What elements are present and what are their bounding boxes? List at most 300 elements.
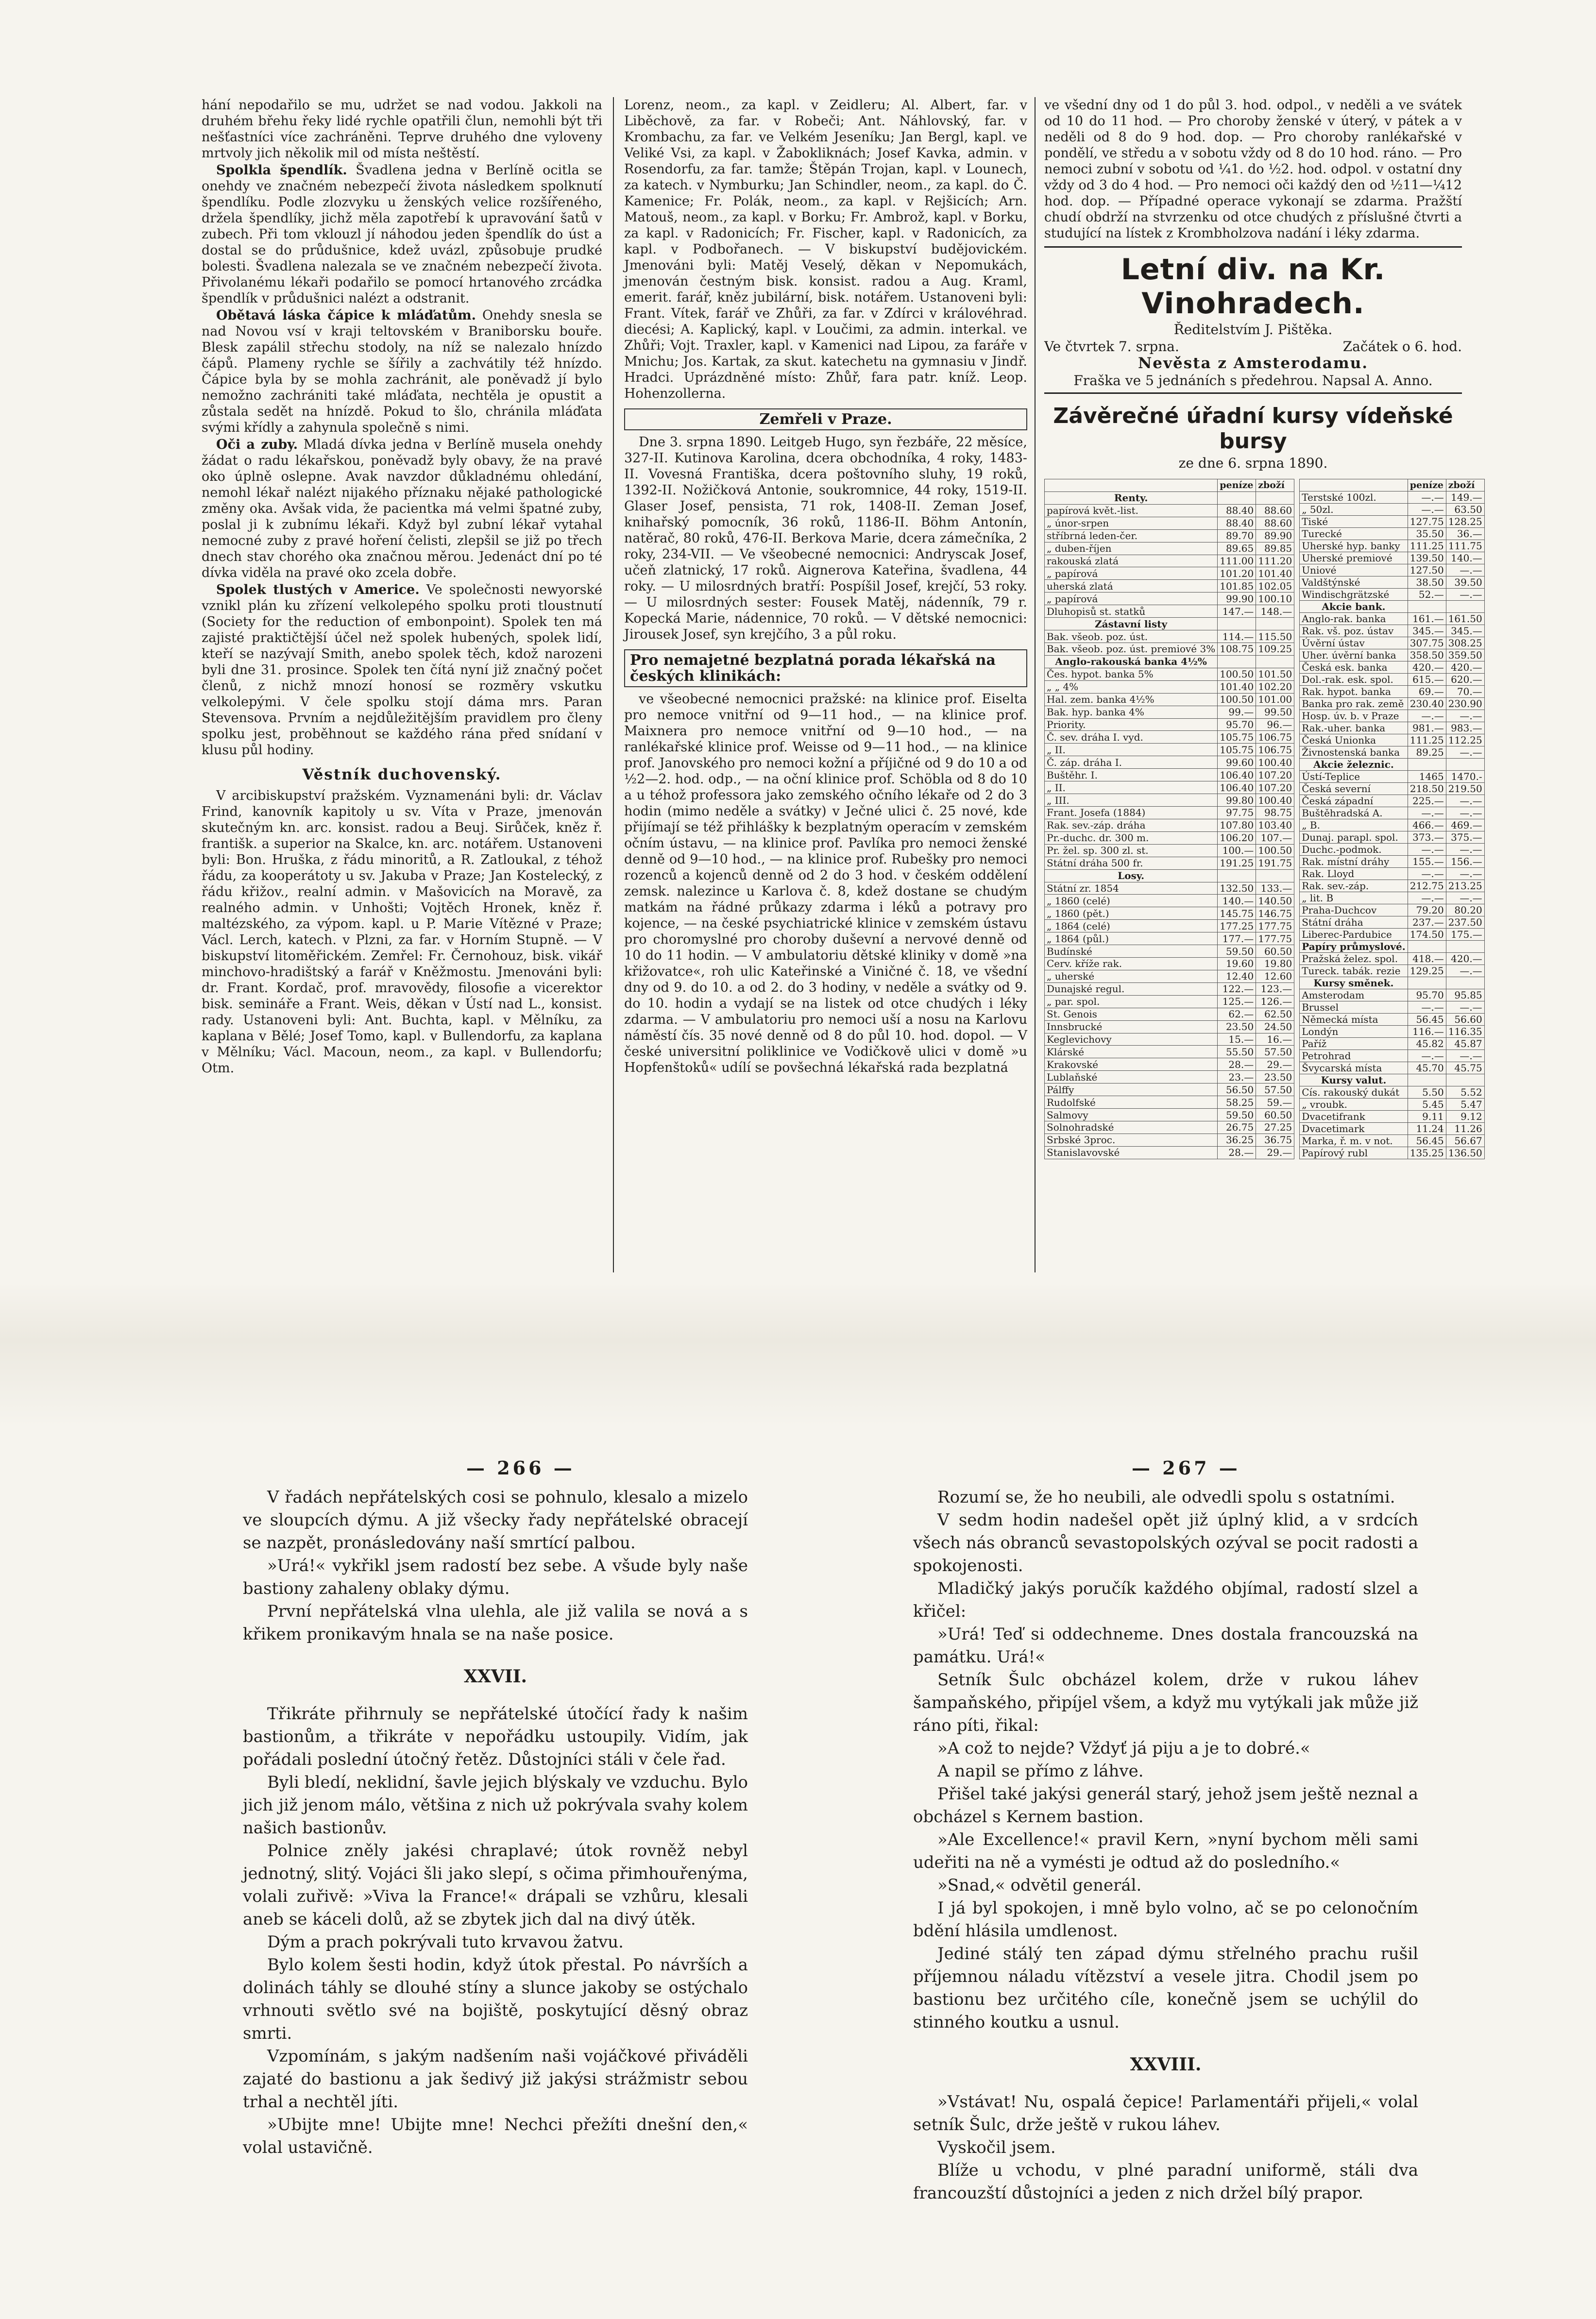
bourse-cell-label: „ únor-srpen (1045, 517, 1218, 529)
bourse-cell-penize: 101.40 (1218, 680, 1256, 693)
bourse-cell-label: Tureck. tabák. rezie (1300, 965, 1408, 977)
bourse-cell-penize: 56.45 (1408, 1014, 1446, 1026)
bourse-cell-penize (1408, 977, 1446, 989)
bourse-cell-zbozi: 133.— (1256, 882, 1294, 895)
novel-paragraph: Setník Šulc obcházel kolem, drže v rukou láhev šampaňského, připíjel všem, a když mu vytýkali jak může již ráno píti, řikal: (913, 1670, 1418, 1735)
bourse-row (1045, 781, 1294, 794)
bourse-row (1300, 783, 1484, 795)
bourse-cell-zbozi: 107.— (1256, 831, 1294, 844)
bourse-cell-penize: 237.— (1408, 916, 1446, 929)
bourse-row (1045, 491, 1294, 504)
bourse-cell-label: Uherské premiové (1300, 552, 1408, 564)
bourse-table-right (1299, 479, 1484, 1159)
bourse-cell-penize: 140.— (1218, 895, 1256, 907)
bourse-row (1045, 920, 1294, 932)
bourse-cell-zbozi: 96.— (1256, 718, 1294, 731)
bourse-cell-label: Pr. žel. sp. 300 zl. st. (1045, 844, 1218, 857)
bourse-cell-penize: 99.60 (1218, 756, 1256, 769)
bourse-cell-zbozi: 62.50 (1256, 1008, 1294, 1020)
bourse-cell-penize: —.— (1408, 491, 1446, 504)
bourse-row (1045, 529, 1294, 542)
bourse-cell-label: Dunaj. parapl. spol. (1300, 831, 1408, 844)
chapter-number: XXVIII. (1130, 2054, 1202, 2075)
bourse-cell-penize: 26.75 (1218, 1121, 1256, 1134)
bourse-cell-label: Cís. rakouský dukát (1300, 1086, 1408, 1099)
bourse-row (1300, 953, 1484, 965)
bourse-cell-zbozi (1256, 491, 1294, 504)
bourse-cell-label: Úvěrní ústav (1300, 637, 1408, 649)
section-heading: Věstník duchovenský. (302, 766, 502, 783)
bourse-row (1300, 516, 1484, 528)
bourse-cell-penize: —.— (1408, 1050, 1446, 1062)
bourse-cell-zbozi: 156.— (1446, 856, 1484, 868)
bourse-row (1300, 807, 1484, 819)
bourse-cell-label: „ 1864 (celé) (1045, 920, 1218, 932)
bourse-cell-penize: 100.50 (1218, 668, 1256, 680)
bourse-cell-penize: 127.50 (1408, 564, 1446, 576)
bourse-cell-label: Duchc.-podmok. (1300, 844, 1408, 856)
bourse-cell-penize: 191.25 (1218, 857, 1256, 869)
bourse-row (1300, 929, 1484, 941)
bourse-cell-label: Státní dráha (1300, 916, 1408, 929)
bourse-cell-zbozi: 100.40 (1256, 794, 1294, 807)
bourse-cell-zbozi: —.— (1446, 1001, 1484, 1014)
bourse-cell-label: „ papírová (1045, 567, 1218, 580)
bourse-cell-zbozi: 39.50 (1446, 576, 1484, 589)
bourse-cell-label: stříbrná leden-čer. (1045, 529, 1218, 542)
bourse-cell-zbozi: 56.60 (1446, 1014, 1484, 1026)
bourse-cell-penize: 97.75 (1218, 806, 1256, 819)
bourse-row (1300, 552, 1484, 564)
divider (1044, 246, 1462, 248)
bourse-cell-penize: 28.— (1218, 1146, 1256, 1159)
bourse-row (1045, 630, 1294, 643)
bourse-cell-penize: —.— (1408, 892, 1446, 904)
bourse-cell-penize: 28.— (1218, 1058, 1256, 1071)
bourse-cell-zbozi (1446, 941, 1484, 953)
article-text: Lorenz, neom., za kapl. v Zeidleru; Al. Albert, far. v Liběchově, za far. v Robeči; Ant. Náhlovský, far. v Krombachu, za far. ve Velkém Jeseníku; Jan Bergl, kapl. ve Veliké Vsi, za kapl. v Žabokliknách; Josef Kavka, admin. v Rosendorfu, za far. tamže; Štěpán Trojan, kapl. v Lounech, za katech. v Nymburku; Jan Schindler, neom., za kapl. do Č. Kamenice; Fr. Polák, neom., za kapl. v Rejšicích; Arn. Matouš, neom., za kapl. v Borku; Fr. Ambrož, kapl. v Borku, za kapl. v Radonicích; Fr. Fischer, kapl. v Radonicích, za kapl. v Podbořanech. — V biskupství budějovickém. Jmenováni byli: Matěj Veselý, děkan v Nepomukách, jmenován čestným bisk. konsist. radou a Aug. Kraml, emerit. farář, kněz jubilární, bisk. notářem. Ustanoveni byli: Frant. Vítek, farář ve Zhůři, za far. v Zdírci v královéhrad. diecési; A. Kaplický, kapl. v Loučimi, za admin. interkal. ve Zhůři; Vojt. Traxler, kapl. v Kamenici nad Lipou, za faráře v Mnichu; Jos. Kartak, za skut. katechetu na gymnasiu v Jindř. Hradci. Uprázdněné místo: Zhůř, fara patr. kníž. Leop. Hohenzollerna. (624, 98, 1027, 401)
bourse-row (1300, 1038, 1484, 1050)
bourse-cell-label: Praha-Duchcov (1300, 904, 1408, 916)
bourse-cell-label: Windischgrätzské (1300, 589, 1408, 601)
bourse-cell-zbozi (1256, 655, 1294, 668)
bourse-row (1300, 880, 1484, 892)
bourse-cell-label: Rak. sev.-záp. dráha (1045, 819, 1218, 831)
bourse-cell-label: „ lit. B (1300, 892, 1408, 904)
bourse-cell-penize (1408, 941, 1446, 953)
novel-paragraph: »Ubijte mne! Ubijte mne! Nechci přežíti dnešní den,« volal ustavičně. (243, 2115, 748, 2157)
bourse-cell-zbozi (1446, 759, 1484, 771)
bourse-cell-penize: 125.— (1218, 995, 1256, 1008)
bourse-row (1045, 718, 1294, 731)
bourse-cell-label: St. Genois (1045, 1008, 1218, 1020)
page-number: — 267 — (1132, 1457, 1240, 1479)
bourse-cell-penize: 56.45 (1408, 1135, 1446, 1147)
bourse-row (1045, 744, 1294, 756)
bourse-cell-zbozi: 175.— (1446, 929, 1484, 941)
bourse-cell-label: Keglevichovy (1045, 1033, 1218, 1046)
novel-paragraph: »A což to nejde? Vždyť já piju a je to dobré.« (937, 1739, 1310, 1758)
bourse-cell-penize: 177.— (1218, 932, 1256, 945)
bourse-cell-penize: 418.— (1408, 953, 1446, 965)
bourse-cell-zbozi: 36.75 (1256, 1134, 1294, 1146)
bourse-row (1045, 806, 1294, 819)
bourse-cell-penize (1408, 759, 1446, 771)
article-text: ve všední dny od 1 do půl 3. hod. odpol., v neděli a ve svátek od 10 do 11 hod. — Pro choroby ženské v úterý, v pátek a v neděli od 8 do 9 hod. dop. — Pro choroby ranlékařské v pondělí, ve středu a v sobotu vždy od 8 do 10 hod. ráno. — Pro nemoci zubní v sobotu od ¼1. do ½2. hod. odpol. v ostatní dny vždy od 3 do 4 hod. — Pro nemoci oči každý den od ½11—¼12 hod. dop. — Případné operace vykonají se zdarma. Pražští chudí obdrží na stvrzenku od otce chudých z příslušné čtvrti a studující na lístek z Krombholzova nadání i léky zdarma. (1044, 98, 1462, 241)
bourse-cell-label: Česká severní (1300, 783, 1408, 795)
bourse-row (1045, 668, 1294, 680)
novel-paragraph: Blíže u vchodu, v plné paradní uniformě, stáli dva francouzští důstojníci a jeden z nich držel bílý prapor. (913, 2161, 1418, 2203)
bourse-cell-label: „ 1860 (pět.) (1045, 907, 1218, 920)
bourse-cell-label: Akcie bank. (1300, 601, 1408, 613)
bourse-cell-penize: 108.75 (1218, 643, 1256, 655)
bourse-cell-label: „ 1860 (celé) (1045, 895, 1218, 907)
bourse-cell-penize: 58.25 (1218, 1096, 1256, 1109)
bourse-row (1045, 844, 1294, 857)
bourse-cell-zbozi: 106.75 (1256, 731, 1294, 744)
bourse-cell-penize: 59.50 (1218, 945, 1256, 958)
novel-paragraph: Mladičký jakýs poručík každého objímal, radostí slzel a křičel: (913, 1579, 1418, 1621)
bourse-row (1045, 907, 1294, 920)
article-heading: Spolkla špendlík. (216, 163, 347, 178)
bourse-cell-label: Státní zr. 1854 (1045, 882, 1218, 895)
bourse-cell-zbozi: 112.25 (1446, 734, 1484, 746)
bourse-cell-zbozi: 56.67 (1446, 1135, 1484, 1147)
bourse-cell-penize: —.— (1408, 807, 1446, 819)
bourse-row (1045, 970, 1294, 982)
bourse-cell-penize (1218, 491, 1256, 504)
bourse-cell-label: Paříž (1300, 1038, 1408, 1050)
bourse-row (1300, 722, 1484, 734)
bourse-cell-penize: 345.— (1408, 625, 1446, 637)
bourse-cell-label: Uher. úvěrní banka (1300, 649, 1408, 661)
bourse-cell-zbozi: 146.75 (1256, 907, 1294, 920)
bourse-cell-label: Živnostenská banka (1300, 746, 1408, 759)
bourse-cell-label: Losy. (1045, 869, 1218, 882)
page-fold-gap (0, 1282, 1596, 1428)
bourse-cell-zbozi: 375.— (1446, 831, 1484, 844)
bourse-cell-label: Petrohrad (1300, 1050, 1408, 1062)
bourse-cell-penize: 35.50 (1408, 528, 1446, 540)
theatre-day: Ve čtvrtek 7. srpna. (1044, 339, 1179, 355)
bourse-row (1045, 1134, 1294, 1146)
bourse-cell-zbozi (1256, 618, 1294, 630)
bourse-cell-penize (1408, 601, 1446, 613)
newspaper-column-2 (624, 97, 1027, 1272)
section-heading: Pro nemajetné bezplatná porada lékařská na českých klinikách: (624, 649, 1027, 687)
novel-paragraph: »Snad,« odvětil generál. (937, 1876, 1142, 1895)
bourse-cell-penize: 5.45 (1408, 1099, 1446, 1111)
bourse-cell-label: „ vroubk. (1300, 1099, 1408, 1111)
theatre-start: Začátek o 6. hod. (1342, 339, 1462, 355)
bourse-cell-zbozi: 100.50 (1256, 844, 1294, 857)
bourse-cell-penize: 116.— (1408, 1026, 1446, 1038)
bourse-cell-zbozi: —.— (1446, 844, 1484, 856)
article-text: V arcibiskupství pražském. Vyznamenáni byli: dr. Václav Frind, kanovník kapitoly u sv. Víta v Praze, jmenován skutečným kn. arc. konsist. radou a Beuj. Sirůček, kněz ř. františk. a superior na Skalce, kn. arc. notářem. Ustanoveni byli: Bon. Hruška, z řádu minoritů, a R. Zatloukal, z téhož řádu, za kooperátoty u sv. Jakuba v Praze; Jan Kostelecký, z řádu křižov., realní admin. v Mašovicích na Moravě, za realného admin. v Unhošti; Vojtěch Hronek, kněz ř. maltézského, za výpom. kapl. u P. Marie Vítězné v Praze; Václ. Lerch, katech. v Plzni, za far. v Horním Stupně. — V biskupství litoměřickém. Zemřel: Fr. Černohouz, bisk. vikář minchovo-hradištský a farář v Kněžmostu. Jmenováni byli: dr. Frant. Kordač, prof. mravovědy, filosofie a vicerektor bisk. semináře a Frant. Weis, děkan v Ústí nad L., konsist. rady. Ustanoveni byli: Ant. Buchta, kapl. v Mělníku, za kaplana v Bělé; Josef Tomo, kapl. v Bullendorfu, za kaplana v Mělníku; Václ. Macoun, neom., za kapl. v Bullendorfu; Otm. (202, 788, 602, 1076)
bourse-cell-zbozi: 123.— (1256, 982, 1294, 995)
bourse-cell-zbozi: 620.— (1446, 674, 1484, 686)
bourse-cell-penize: 15.— (1218, 1033, 1256, 1046)
bourse-cell-zbozi: 19.80 (1256, 958, 1294, 970)
bourse-cell-zbozi: 60.50 (1256, 945, 1294, 958)
bourse-cell-label: Papíry průmyslové. (1300, 941, 1408, 953)
bourse-row (1300, 540, 1484, 552)
bourse-cell-label: Česká západní (1300, 795, 1408, 807)
bourse-cell-penize: 55.50 (1218, 1046, 1256, 1058)
bourse-cell-label: Č. sev. dráha I. vyd. (1045, 731, 1218, 744)
novel-paragraph: Byli bledí, neklidní, šavle jejich blýskaly ve vzduchu. Bylo jich již jenom málo, většina z nich už pokrývala svahy kolem našich bastionův. (243, 1773, 748, 1838)
bourse-cell-label: Uniové (1300, 564, 1408, 576)
bourse-cell-label: Amsterodam (1300, 989, 1408, 1001)
bourse-row (1300, 856, 1484, 868)
bourse-cell-zbozi: 148.— (1256, 605, 1294, 618)
bourse-row (1300, 686, 1484, 698)
bourse-cell-penize: 101.85 (1218, 580, 1256, 592)
bourse-row (1045, 1121, 1294, 1134)
novel-paragraph: Polnice zněly jakési chraplavé; útok rovněž nebyl jednotný, slitý. Vojáci šli jako slepí, s očima přimhouřenýma, volali zuřivě: »Viva la France!« drápali se vzhůru, klesali aneb se káceli dolů, až se zbytek jich dal na divý útěk. (243, 1841, 748, 1929)
bourse-cell-zbozi: 213.25 (1446, 880, 1484, 892)
bourse-cell-penize: —.— (1408, 710, 1446, 722)
bourse-row (1045, 831, 1294, 844)
bourse-row (1300, 601, 1484, 613)
bourse-row (1300, 564, 1484, 576)
bourse-cell-label: Dluhopisů st. statků (1045, 605, 1218, 618)
article-text: Onehdy snesla se nad Novou vsí v kraji teltovském v Braniborsku bouře. Blesk zapálil střechu stodoly, na níž se nalezalo hnízdo čápů. Plameny rychle se šířily a zachvátily též hnízdo. Čápice byla by se mohla zachránit, ale poněvadž jí bylo nemožno zachrániti také mláďata, nechtěla je opustit a zůstala sedět na hnízdě. Pokud to šlo, chránila mláďata svými křídly a zahynula společně s nimi. (202, 308, 602, 435)
bourse-row (1300, 759, 1484, 771)
bourse-cell-zbozi: —.— (1446, 965, 1484, 977)
bourse-row (1300, 613, 1484, 625)
bourse-cell-zbozi: 308.25 (1446, 637, 1484, 649)
bourse-cell-label: Papírový rubl (1300, 1147, 1408, 1159)
bourse-cell-penize: 88.40 (1218, 504, 1256, 517)
bourse-row (1300, 649, 1484, 661)
bourse-cell-zbozi: 45.87 (1446, 1038, 1484, 1050)
bourse-row (1045, 618, 1294, 630)
bourse-cell-penize: 36.25 (1218, 1134, 1256, 1146)
bourse-row (1045, 504, 1294, 517)
bourse-row (1300, 589, 1484, 601)
section-heading: Zemřeli v Praze. (624, 408, 1027, 430)
bourse-cell-penize: 99.80 (1218, 794, 1256, 807)
bourse-cell-zbozi: 140.50 (1256, 895, 1294, 907)
bourse-cell-penize: 307.75 (1408, 637, 1446, 649)
article-text: Mladá dívka jedna v Berlíně musela onehdy žádat o radu lékařskou, poněvadž byly obavy, že na pravé oko úplně oslepne. Avak navzdor důkladnému ohledání, nemohl lékař nalézt nijakého příznaku nějaké pathologické změny oka. Avšak vida, že pacientka má velmi špatné zuby, poslal ji k zubnímu lékaři. Když byl zubní lékař vytahal nemocné zuby z pravé hoření čelisti, zlepšil se již po třech dnech stav chorého oka značnou měrou. Jedenáct dní po té dívka viděla na pravé oko zcela dobře. (202, 437, 603, 580)
bourse-cell-penize: 145.75 (1218, 907, 1256, 920)
bourse-cell-penize: 230.40 (1408, 698, 1446, 710)
bourse-cell-zbozi: 106.75 (1256, 744, 1294, 756)
bourse-row (1045, 756, 1294, 769)
article-text: Dne 3. srpna 1890. Leitgeb Hugo, syn řezbáře, 22 měsíce, 327-II. Kutinova Karolina, dcera obchodníka, 4 roky, 1483-II. Vovesná Františka, dcera poštovního sluhy, 19 roků, 1392-II. Nožičková Antonie, soukromnice, 44 roky, 1519-II. Glaser Josef, pensista, 71 rok, 1408-II. Zeman Josef, knihařský pomocník, 36 roků, 1186-II. Böhm Antonín, natěrač, 80 roků, 476-II. Berkova Marie, dcera zámečníka, 2 roky, 234-VII. — Ve všeobecné nemocnici: Andryscak Josef, učeň zlatnický, 17 roků. Aignerova Kateřina, švadlena, 44 roky. — U milosrdných bratří: Pospíšil Josef, krejčí, 53 roky. — U milosrdných sester: Fousek Matěj, nádenník, 79 r. Kopecká Marie, nádennice, 70 roků. — V dětské nemocnici: Jirousek Josef, syn krejčího, 3 a půl roku. (624, 435, 1027, 642)
bourse-cell-label: Frant. Josefa (1884) (1045, 806, 1218, 819)
bourse-cell-label: Renty. (1045, 491, 1218, 504)
bourse-row (1300, 625, 1484, 637)
bourse-row (1045, 794, 1294, 807)
bourse-cell-penize: 45.82 (1408, 1038, 1446, 1050)
bourse-cell-zbozi: 16.— (1256, 1033, 1294, 1046)
bourse-cell-label: Cerv. kříže rak. (1045, 958, 1218, 970)
page-top-margin (0, 0, 1596, 92)
novel-paragraph: Dým a prach pokrývali tuto krvavou žatvu. (267, 1932, 624, 1952)
bourse-cell-penize: —.— (1408, 1001, 1446, 1014)
bourse-row (1045, 693, 1294, 706)
bourse-cell-label: Státní dráha 500 fr. (1045, 857, 1218, 869)
bourse-row (1300, 831, 1484, 844)
bourse-cell-zbozi: 45.75 (1446, 1062, 1484, 1074)
bourse-cell-penize: 147.— (1218, 605, 1256, 618)
bourse-cell-label: papírová květ.-list. (1045, 504, 1218, 517)
bourse-cell-zbozi: 99.50 (1256, 706, 1294, 718)
bourse-cell-penize (1218, 869, 1256, 882)
bourse-cell-zbozi: 63.50 (1446, 504, 1484, 516)
bourse-cell-zbozi: 60.50 (1256, 1109, 1294, 1121)
bourse-cell-penize: 161.— (1408, 613, 1446, 625)
bourse-row (1045, 731, 1294, 744)
bourse-cell-penize: 45.70 (1408, 1062, 1446, 1074)
bourse-row (1300, 989, 1484, 1001)
bourse-cell-zbozi: 109.25 (1256, 643, 1294, 655)
bourse-cell-zbozi: —.— (1446, 564, 1484, 576)
bourse-cell-zbozi: 89.90 (1256, 529, 1294, 542)
bourse-cell-penize: 69.— (1408, 686, 1446, 698)
bourse-cell-penize: 139.50 (1408, 552, 1446, 564)
bourse-cell-penize: 122.— (1218, 982, 1256, 995)
bourse-row (1300, 1086, 1484, 1099)
bourse-row (1300, 941, 1484, 953)
bourse-cell-penize (1218, 618, 1256, 630)
bourse-table-left (1044, 479, 1294, 1159)
novel-paragraph: »Urá! Teď si oddechneme. Dnes dostala francouzská na památku. Urá!« (913, 1625, 1418, 1667)
bourse-cell-zbozi: 230.90 (1446, 698, 1484, 710)
bourse-cell-penize: 129.25 (1408, 965, 1446, 977)
bourse-row (1300, 698, 1484, 710)
bourse-cell-label: Tiské (1300, 516, 1408, 528)
bourse-cell-penize: —.— (1408, 504, 1446, 516)
bourse-cell-zbozi: —.— (1446, 795, 1484, 807)
bourse-cell-zbozi: 420.— (1446, 661, 1484, 674)
bourse-cell-penize: 100.50 (1218, 693, 1256, 706)
bourse-row (1300, 746, 1484, 759)
novel-paragraph: Vzpomínám, s jakým nadšením naši vojáčkové přiváděli zajaté do bastionu a jak šedivý již jakýsi strážmistr sebou trhal a nechtěl jíti. (243, 2047, 748, 2112)
bourse-row (1300, 844, 1484, 856)
bourse-cell-penize: 114.— (1218, 630, 1256, 643)
bourse-cell-zbozi: 80.20 (1446, 904, 1484, 916)
bourse-cell-penize: 212.75 (1408, 880, 1446, 892)
bourse-row (1045, 1046, 1294, 1058)
bourse-row (1300, 965, 1484, 977)
bourse-row (1300, 1147, 1484, 1159)
bourse-row (1045, 680, 1294, 693)
bourse-cell-zbozi: 237.50 (1446, 916, 1484, 929)
bourse-cell-penize: 23.50 (1218, 1020, 1256, 1033)
bourse-cell-zbozi: —.— (1446, 1050, 1484, 1062)
bourse-row (1300, 868, 1484, 880)
bourse-cell-label: Rak. sev.-záp. (1300, 880, 1408, 892)
bourse-cell-penize: 95.70 (1408, 989, 1446, 1001)
bourse-cell-label: Dvacetifrank (1300, 1111, 1408, 1123)
bourse-cell-penize: 225.— (1408, 795, 1446, 807)
bourse-cell-penize: 135.25 (1408, 1147, 1446, 1159)
bourse-cell-zbozi: 1470.- (1446, 771, 1484, 783)
bourse-cell-zbozi: 5.52 (1446, 1086, 1484, 1099)
bourse-cell-zbozi: 102.05 (1256, 580, 1294, 592)
bourse-cell-label: Brussel (1300, 1001, 1408, 1014)
bourse-cell-zbozi: 140.— (1446, 552, 1484, 564)
novel-page-right (913, 1486, 1418, 2205)
bourse-cell-penize: 89.25 (1408, 746, 1446, 759)
bourse-cell-zbozi: 136.50 (1446, 1147, 1484, 1159)
bourse-cell-label: Pálffy (1045, 1083, 1218, 1096)
bourse-cell-zbozi: 98.75 (1256, 806, 1294, 819)
bourse-cell-zbozi: —.— (1446, 807, 1484, 819)
col-header: zboží (1256, 479, 1294, 492)
bourse-cell-penize: 466.— (1408, 819, 1446, 831)
bourse-cell-label: Rak. Lloyd (1300, 868, 1408, 880)
bourse-cell-zbozi: 27.25 (1256, 1121, 1294, 1134)
bourse-cell-label: Německá místa (1300, 1014, 1408, 1026)
bourse-cell-zbozi: 57.50 (1256, 1083, 1294, 1096)
theatre-title: Letní div. na Kr. Vinohradech. (1121, 253, 1386, 321)
bourse-cell-label: „ 1864 (půl.) (1045, 932, 1218, 945)
article-heading: Oči a zuby. (216, 437, 298, 452)
bourse-cell-label: Rak. hypot. banka (1300, 686, 1408, 698)
bourse-cell-zbozi: 29.— (1256, 1146, 1294, 1159)
bourse-cell-label: Pražská želez. spol. (1300, 953, 1408, 965)
bourse-cell-label: „ papírová (1045, 592, 1218, 605)
col-header: peníze (1218, 479, 1256, 492)
bourse-cell-zbozi: 111.75 (1446, 540, 1484, 552)
bourse-row (1300, 491, 1484, 504)
bourse-cell-zbozi: 57.50 (1256, 1046, 1294, 1058)
bourse-cell-penize: 111.25 (1408, 540, 1446, 552)
bourse-row (1045, 592, 1294, 605)
page-number: — 266 — (466, 1457, 575, 1479)
bourse-cell-penize: 99.— (1218, 706, 1256, 718)
bourse-cell-penize: 177.25 (1218, 920, 1256, 932)
novel-paragraph: I já byl spokojen, i mně bylo volno, ač se po celonočním bdění hlásila umdlenost. (913, 1898, 1418, 1941)
bourse-cell-label: Liberec-Pardubice (1300, 929, 1408, 941)
novel-paragraph: Rozumí se, že ho neubili, ale odvedli spolu s ostatními. (937, 1488, 1395, 1507)
bourse-cell-label: Rak.-uher. banka (1300, 722, 1408, 734)
bourse-row (1045, 1008, 1294, 1020)
novel-paragraph: V řadách nepřátelských cosi se pohnulo, klesalo a mizelo ve sloupcích dýmu. A již všecky řady nepřátelské obracejí se nazpět, pronásledovány naší smrtící palbou. (243, 1488, 748, 1553)
bourse-cell-label: Pr.-duchc. dr. 300 m. (1045, 831, 1218, 844)
bourse-row (1045, 605, 1294, 618)
bourse-cell-label: Hosp. úv. b. v Praze (1300, 710, 1408, 722)
bourse-row (1045, 1058, 1294, 1071)
bourse-cell-zbozi: —.— (1446, 892, 1484, 904)
bourse-cell-zbozi: 59.— (1256, 1096, 1294, 1109)
bourse-cell-label: Dol.-rak. esk. spol. (1300, 674, 1408, 686)
bourse-date: ze dne 6. srpna 1890. (1178, 455, 1328, 471)
bourse-row (1045, 643, 1294, 655)
bourse-cell-zbozi: 89.85 (1256, 542, 1294, 555)
bourse-cell-label: Č. záp. dráha I. (1045, 756, 1218, 769)
bourse-cell-label: „ par. spol. (1045, 995, 1218, 1008)
bourse-cell-penize: 99.90 (1218, 592, 1256, 605)
bourse-cell-penize: 155.— (1408, 856, 1446, 868)
bourse-row (1300, 734, 1484, 746)
bourse-row (1300, 1135, 1484, 1147)
bourse-cell-label: Švycarská místa (1300, 1062, 1408, 1074)
bourse-row (1045, 958, 1294, 970)
bourse-cell-label: Ústí-Teplice (1300, 771, 1408, 783)
article-text: Ve společnosti newyorské vznikl plán ku zřízení velkolepého spolku proti tloustnutí (Society for the reduction of embonpoint). Spolek ten má zajisté praktičtější účel než spolek hubených, spolek lidí, kteří se nazývají Smith, anebo spolek těch, kdož narozeni byli dne 31. prosince. Spolek ten čítá nyní již značný počet členů, z nichž mnozí honosí se rozměry vskutku velkolepými. V čele spolku stojí dáma mrs. Paran Stevensova. Prvním a nejdůležitějším pravidlem pro členy spolku jest, proběhnout se každého rána před snídaní v klusu půl hodiny. (202, 582, 602, 758)
bourse-cell-zbozi: 126.— (1256, 995, 1294, 1008)
newspaper-column-3 (1044, 97, 1482, 1272)
bourse-cell-label: Čes. hypot. banka 5% (1045, 668, 1218, 680)
bourse-cell-label: Rudolfské (1045, 1096, 1218, 1109)
article-heading: Obětavá láska čápice k mláďatům. (216, 308, 476, 323)
